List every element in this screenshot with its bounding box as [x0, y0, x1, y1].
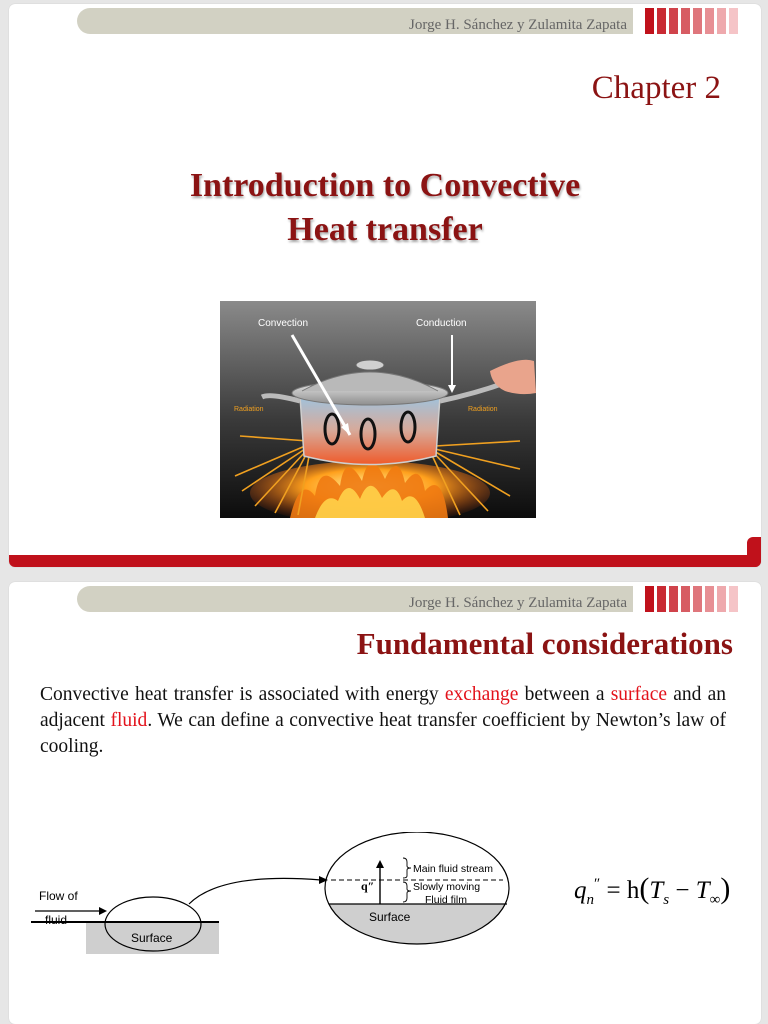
stripe — [681, 586, 690, 612]
intro-paragraph: Convective heat transfer is associated with energy exchange between a surface and an adjacent fluid. We can define a convective heat transfer coefficient by Newton’s law of cooling. — [40, 684, 727, 757]
highlight-exchange: exchange — [444, 684, 519, 705]
header-stripes — [645, 586, 738, 612]
slide-1 — [9, 4, 761, 567]
stripe — [705, 8, 714, 34]
stripe — [717, 586, 726, 612]
highlight-surface: surface — [610, 684, 668, 705]
pot-heat-transfer-photo — [220, 301, 536, 518]
slide-2 — [9, 582, 761, 1024]
section-title: Fundamental considerations — [356, 626, 733, 661]
footer-bar-notch — [747, 537, 761, 567]
stripe — [657, 586, 666, 612]
label-radiation-left: Radiation — [234, 406, 264, 413]
label-q-flux: q″ — [361, 879, 375, 893]
slide-title — [9, 164, 761, 252]
title-line-1: Introduction to Convective — [189, 167, 581, 204]
chapter-label: Chapter 2 — [591, 70, 721, 106]
stripe — [705, 586, 714, 612]
label-slowly-moving: Slowly moving — [413, 881, 481, 893]
stripe — [669, 586, 678, 612]
stripe — [729, 586, 738, 612]
stripe — [645, 8, 654, 34]
stripe — [717, 8, 726, 34]
stripe — [729, 8, 738, 34]
label-fluid: fluid — [45, 913, 68, 927]
stripe — [669, 8, 678, 34]
header-stripes — [645, 8, 738, 34]
label-main-fluid-stream: Main fluid stream — [413, 863, 493, 875]
label-surface-small: Surface — [131, 931, 173, 945]
header-band — [77, 8, 633, 34]
stripe — [657, 8, 666, 34]
label-flow-of: Flow of — [39, 889, 78, 903]
highlight-fluid: fluid — [110, 710, 148, 731]
title-line-2: Heat transfer — [287, 211, 483, 248]
stripe — [681, 8, 690, 34]
label-surface-large: Surface — [369, 910, 411, 924]
stripe — [645, 586, 654, 612]
label-convection: Convection — [258, 318, 309, 329]
boundary-layer-diagram — [31, 832, 511, 982]
label-conduction: Conduction — [416, 318, 467, 329]
newton-cooling-equation: $q_n'' = h(T_s - T_\infty)$ — [574, 872, 731, 908]
header-author: Jorge H. Sánchez y Zulamita Zapata — [409, 595, 627, 611]
header-band — [77, 586, 633, 612]
footer-bar — [9, 555, 761, 567]
label-fluid-film: Fluid film — [425, 894, 468, 906]
label-radiation-right: Radiation — [468, 406, 498, 413]
stripe — [693, 586, 702, 612]
header-author: Jorge H. Sánchez y Zulamita Zapata — [409, 17, 627, 33]
stripe — [693, 8, 702, 34]
